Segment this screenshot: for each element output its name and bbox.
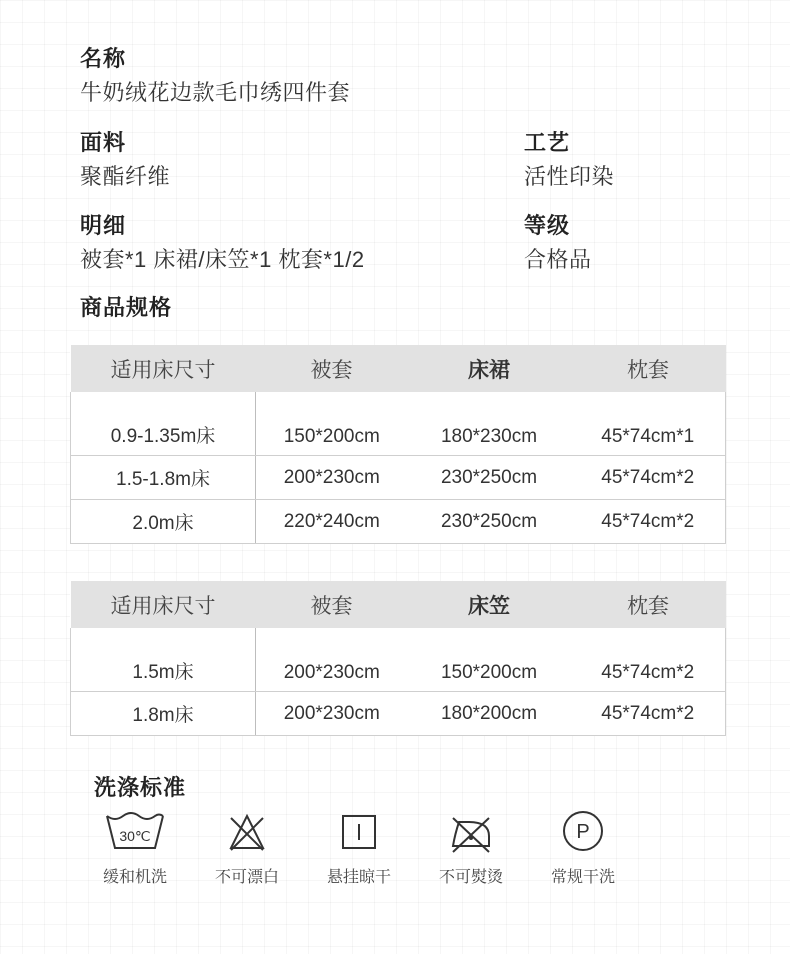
table-header-cell: 床笠 bbox=[408, 581, 571, 628]
wash-item-no-iron bbox=[426, 810, 516, 887]
table-header-cell: 枕套 bbox=[571, 345, 726, 392]
wash-item-hang-dry bbox=[314, 810, 404, 887]
table-header-cell: 适用床尺寸 bbox=[71, 581, 256, 628]
wash-temp-text: 30℃ bbox=[119, 828, 151, 844]
wash-label: 缓和机洗 bbox=[102, 869, 167, 886]
table-header-row bbox=[71, 345, 726, 392]
table-row bbox=[71, 500, 726, 544]
wash-title: 洗涤标准 bbox=[94, 775, 187, 800]
grade-label: 等级 bbox=[524, 213, 571, 238]
table-header-row bbox=[71, 581, 726, 628]
dry-clean-icon bbox=[551, 810, 615, 854]
wash-30c-icon bbox=[103, 810, 167, 854]
table-row bbox=[71, 628, 726, 692]
table-cell: 1.5-1.8m床 bbox=[71, 456, 256, 500]
table-cell: 200*230cm bbox=[256, 692, 408, 736]
table-cell: 45*74cm*2 bbox=[571, 692, 726, 736]
spec-table-fitted-sheet bbox=[70, 581, 726, 736]
table-cell: 150*200cm bbox=[408, 628, 571, 692]
dry-clean-letter: P bbox=[576, 821, 590, 843]
table-cell: 45*74cm*2 bbox=[571, 500, 726, 544]
table-cell: 45*74cm*2 bbox=[571, 456, 726, 500]
table-cell: 180*230cm bbox=[408, 392, 571, 456]
table-row bbox=[71, 692, 726, 736]
name-label: 名称 bbox=[80, 46, 127, 71]
table-cell: 150*200cm bbox=[256, 392, 408, 456]
detail-value: 被套*1 床裙/床笠*1 枕套*1/2 bbox=[80, 247, 365, 272]
table-row bbox=[71, 456, 726, 500]
table-cell: 1.8m床 bbox=[71, 692, 256, 736]
spec-table-bedskirt bbox=[70, 345, 726, 544]
table-header-cell: 适用床尺寸 bbox=[71, 345, 256, 392]
table-cell: 230*250cm bbox=[408, 456, 571, 500]
wash-item-dry-clean bbox=[538, 810, 628, 887]
table-row bbox=[71, 392, 726, 456]
table-header-cell: 床裙 bbox=[408, 345, 571, 392]
table-cell: 45*74cm*1 bbox=[571, 392, 726, 456]
table-cell: 0.9-1.35m床 bbox=[71, 392, 256, 456]
craft-label: 工艺 bbox=[524, 130, 571, 155]
wash-label: 悬挂晾干 bbox=[326, 869, 391, 886]
table-cell: 220*240cm bbox=[256, 500, 408, 544]
no-bleach-icon bbox=[215, 810, 279, 854]
table-cell: 180*200cm bbox=[408, 692, 571, 736]
spec-title: 商品规格 bbox=[80, 295, 173, 320]
name-value: 牛奶绒花边款毛巾绣四件套 bbox=[80, 80, 351, 105]
table-cell: 2.0m床 bbox=[71, 500, 256, 544]
wash-label: 不可熨烫 bbox=[438, 869, 503, 886]
fabric-label: 面料 bbox=[80, 130, 127, 155]
wash-label: 常规干洗 bbox=[550, 869, 615, 886]
wash-label: 不可漂白 bbox=[214, 869, 279, 886]
grade-value: 合格品 bbox=[524, 247, 592, 272]
table-cell: 200*230cm bbox=[256, 456, 408, 500]
hang-dry-icon bbox=[327, 810, 391, 854]
detail-label: 明细 bbox=[80, 213, 127, 238]
table-cell: 230*250cm bbox=[408, 500, 571, 544]
table-cell: 1.5m床 bbox=[71, 628, 256, 692]
table-header-cell: 被套 bbox=[256, 581, 408, 628]
table-header-cell: 被套 bbox=[256, 345, 408, 392]
table-header-cell: 枕套 bbox=[571, 581, 726, 628]
table-cell: 45*74cm*2 bbox=[571, 628, 726, 692]
fabric-value: 聚酯纤维 bbox=[80, 164, 171, 189]
craft-value: 活性印染 bbox=[524, 164, 615, 189]
no-iron-icon bbox=[439, 810, 503, 854]
table-cell: 200*230cm bbox=[256, 628, 408, 692]
wash-item-no-bleach bbox=[202, 810, 292, 887]
wash-item-machine bbox=[90, 810, 180, 887]
